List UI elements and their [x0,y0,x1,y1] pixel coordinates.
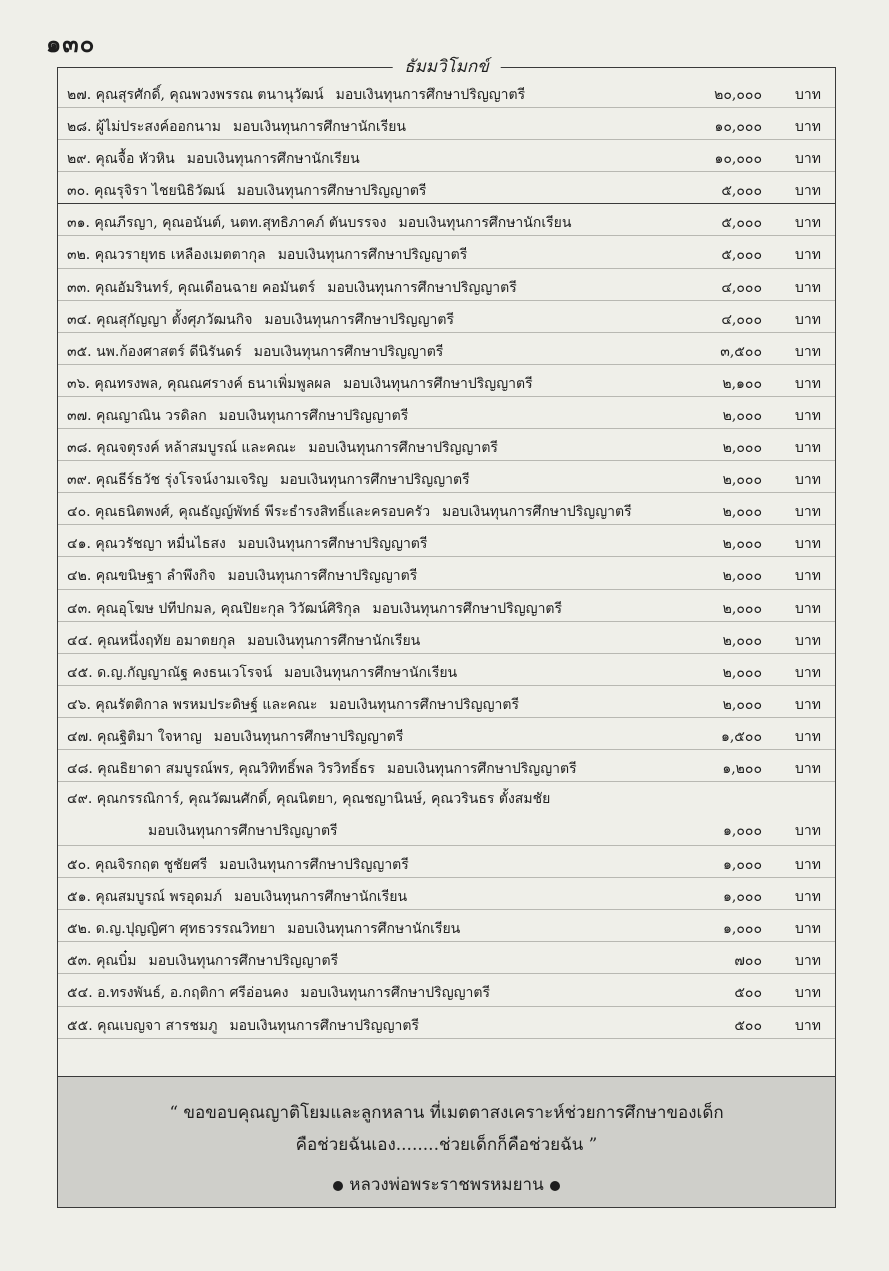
donation-purpose: มอบเงินทุนการศึกษาปริญญาตรี [372,600,563,617]
donation-amount: ๒,๐๐๐ [722,504,762,521]
donor-name-text: ๕๑. คุณสมบูรณ์ พรอุดมภ์ [67,889,223,906]
donor-name-text: ๓๑. คุณภีรญา, คุณอนันต์, นตท.สุทธิภาคภ์ ตันบรรจง [67,215,387,232]
donation-purpose: มอบเงินทุนการศึกษาปริญญาตรี [329,696,519,713]
donor-name [67,565,417,587]
currency-unit: บาท [795,568,821,585]
donation-purpose: มอบเงินทุนการศึกษานักเรียน [398,215,572,232]
donor-name [67,405,408,427]
donation-row [58,846,835,878]
donation-row [58,750,835,782]
donation-purpose: มอบเงินทุนการศึกษาปริญญาตรี [148,823,338,840]
donor-name [67,277,517,299]
donation-amount: ๑,๐๐๐ [723,857,762,874]
donor-name [67,630,420,652]
donation-row [58,365,835,397]
donation-amount: ๑,๕๐๐ [720,728,762,745]
donation-row [58,301,835,333]
currency-unit: บาท [795,279,821,296]
donor-name-text: ๔๒. คุณขนิษฐา ลำพึงกิจ [67,568,216,585]
currency-unit: บาท [795,375,821,392]
bullet-icon [550,1181,560,1191]
donation-purpose: มอบเงินทุนการศึกษาปริญญาตรี [236,183,427,200]
currency-unit: บาท [795,343,821,360]
donation-amount: ๕๐๐ [734,985,762,1002]
donor-name-text: ๔๖. คุณรัตติกาล พรหมประดิษฐ์ และคณะ [67,696,318,713]
donation-purpose: มอบเงินทุนการศึกษาปริญญาตรี [218,407,409,424]
quote-line-1: “ ขอขอบคุณญาติโยมและลูกหลาน ที่เมตตาสงเคราะห์ช่วยการศึกษาของเด็ก [169,1103,724,1123]
donor-name-text: ๔๘. คุณธิยาดา สมบูรณ์พร, คุณวิทิทธิ์พล วิรวิทธิ์ธร [67,760,376,777]
donation-row [58,686,835,718]
donation-row [58,461,835,493]
donation-amount: ๒,๑๐๐ [722,375,762,392]
donation-purpose: มอบเงินทุนการศึกษานักเรียน [186,151,360,168]
donation-amount: ๒๐,๐๐๐ [714,87,762,103]
currency-unit: บาท [795,119,821,136]
donor-name [67,886,407,908]
donor-name [67,309,454,331]
quote-line-2: คือช่วยฉันเอง........ช่วยเด็กก็คือช่วยฉัน ” [295,1135,598,1155]
donor-name [67,1015,419,1037]
currency-unit: บาท [795,472,821,489]
donation-purpose: มอบเงินทุนการศึกษาปริญญาตรี [253,343,444,360]
donor-name [67,950,338,972]
donation-purpose: มอบเงินทุนการศึกษาปริญญาตรี [277,247,468,264]
currency-unit: บาท [795,440,821,457]
donation-list-frame [57,57,836,1208]
donor-name [67,116,406,138]
currency-unit: บาท [795,215,821,232]
donor-name-text: ๓๒. คุณวรายุทธ เหลืองเมตตากุล [67,247,266,264]
currency-unit: บาท [795,728,821,745]
donor-name-text: ๓๙. คุณธีร์ธวัช รุ่งโรจน์งามเจริญ [67,472,269,489]
donation-amount: ๕,๐๐๐ [721,247,762,264]
currency-unit: บาท [795,857,821,874]
donation-purpose: มอบเงินทุนการศึกษาปริญญาตรี [264,311,454,328]
currency-unit: บาท [795,247,821,264]
donor-name [67,918,460,940]
donation-row [58,172,835,204]
donation-amount: ๓,๕๐๐ [720,343,762,360]
header-title: ธัมมวิโมกข์ [392,53,501,80]
currency-unit: บาท [795,889,821,906]
donor-name [67,854,409,876]
currency-unit: บาท [795,1017,821,1034]
quote-signature: หลวงพ่อพระราชพรหมยาน [349,1175,544,1195]
currency-unit: บาท [795,311,821,328]
donor-name-text: ๔๕. ด.ญ.กัญญาณัฐ คงธนเวโรจน์ [67,664,273,681]
donation-purpose: มอบเงินทุนการศึกษาปริญญาตรี [327,279,517,296]
donation-row [58,204,835,236]
donation-purpose: มอบเงินทุนการศึกษาปริญญาตรี [387,760,577,777]
donor-name-text: ๔๙. คุณกรรณิการ์, คุณวัฒนศักดิ์, คุณนิตยา, คุณชญานินษ์, คุณวรินธร ตั้งสมชัย [67,791,551,808]
donor-name-text: ๒๙. คุณจื้อ หัวหิน [67,151,175,168]
donation-row [58,76,835,108]
currency-unit: บาท [795,632,821,649]
donation-purpose: มอบเงินทุนการศึกษาปริญญาตรี [237,536,428,553]
donation-amount: ๒,๐๐๐ [722,536,762,553]
currency-unit: บาท [795,696,821,713]
donation-amount: ๔,๐๐๐ [721,279,762,296]
donor-name-text: ๒๘. ผู้ไม่ประสงค์ออกนาม [67,119,222,136]
donation-row [58,269,835,301]
donor-name-text: ๕๓. คุณบิ๋ม [67,953,137,970]
donation-purpose: มอบเงินทุนการศึกษานักเรียน [234,889,408,906]
donor-name [67,982,490,1004]
donation-purpose: มอบเงินทุนการศึกษาปริญญาตรี [148,953,339,970]
donation-amount: ๕๐๐ [734,1017,762,1034]
donor-name-text: ๔๓. คุณอุโฆษ ปทีปกมล, คุณปิยะกุล วิวัฒน์ศิริกุล [67,600,361,617]
donation-row [58,782,835,846]
donor-name [67,726,403,748]
donor-name [67,758,577,780]
donation-purpose: มอบเงินทุนการศึกษาปริญญาตรี [213,728,404,745]
donation-amount: ๕,๐๐๐ [721,183,762,200]
donor-name [67,212,571,234]
currency-unit: บาท [795,600,821,617]
donation-purpose: มอบเงินทุนการศึกษาปริญญาตรี [280,472,470,489]
donation-amount: ๑,๐๐๐ [723,823,762,840]
currency-unit: บาท [795,536,821,553]
donation-row [58,590,835,622]
donation-amount: ๑๐,๐๐๐ [714,151,762,168]
donation-amount: ๗๐๐ [734,953,762,970]
currency-unit: บาท [795,183,821,200]
donation-row [58,718,835,750]
donor-name-text: ๒๗. คุณสุรศักดิ์, คุณพวงพรรณ ตนานุวัฒน์ [67,87,324,103]
bullet-icon [333,1181,343,1191]
currency-unit: บาท [795,953,821,970]
donation-row [58,1007,835,1039]
donation-amount: ๒,๐๐๐ [722,600,762,617]
donation-row [58,878,835,910]
donation-amount: ๑,๐๐๐ [723,921,762,938]
currency-unit: บาท [795,921,821,938]
donation-purpose: มอบเงินทุนการศึกษาปริญญาตรี [442,504,632,521]
donor-name-text: ๓๖. คุณทรงพล, คุณณศรางค์ ธนาเพิ่มพูลผล [67,375,332,392]
donation-purpose: มอบเงินทุนการศึกษานักเรียน [247,632,421,649]
donor-name [67,501,632,523]
donation-row [58,108,835,140]
donation-purpose: มอบเงินทุนการศึกษาปริญญาตรี [335,87,526,103]
donor-name [67,469,470,491]
donation-row [58,429,835,461]
donor-name [67,533,427,555]
donation-row [58,622,835,654]
donor-name [67,662,457,684]
quote-box [58,1076,835,1207]
quote-signature-line [58,1171,835,1198]
donor-name-text: ๕๒. ด.ญ.ปุญญิศา ศุทธวรรณวิทยา [67,921,276,938]
donation-amount: ๑๐,๐๐๐ [714,119,762,136]
donor-name-text: ๔๗. คุณฐิติมา ใจหาญ [67,728,202,745]
donation-row [58,942,835,974]
donation-purpose: มอบเงินทุนการศึกษานักเรียน [284,664,458,681]
donation-row [58,525,835,557]
donor-name-text: ๕๔. อ.ทรงพันธ์, อ.กฤติกา ศรีอ่อนคง [67,985,289,1002]
donor-name-text: ๔๐. คุณธนิตพงศ์, คุณธัญญ์พัทธ์ พีระธำรงสิทธิ์และครอบครัว [67,504,431,521]
currency-unit: บาท [795,151,821,168]
donation-purpose: มอบเงินทุนการศึกษาปริญญาตรี [219,857,409,874]
donor-name [67,598,562,620]
currency-unit: บาท [795,504,821,521]
donation-purpose: มอบเงินทุนการศึกษานักเรียน [287,921,461,938]
donation-row [58,140,835,172]
donor-name-text: ๓๕. นพ.ก้องศาสตร์ ดีนิรันดร์ [67,343,242,360]
donation-row [58,910,835,942]
currency-unit: บาท [795,407,821,424]
donation-row [58,557,835,589]
donation-purpose: มอบเงินทุนการศึกษาปริญญาตรี [227,568,418,585]
donor-name-text: ๓๓. คุณอัมรินทร์, คุณเดือนฉาย คอมันตร์ [67,279,316,296]
donation-row [58,397,835,429]
donor-name [67,437,498,459]
donor-name [67,788,550,810]
donation-purpose: มอบเงินทุนการศึกษาปริญญาตรี [308,440,498,457]
donation-row [58,974,835,1006]
donor-name [67,244,467,266]
currency-unit: บาท [795,985,821,1002]
page-number: ๑๓๐ [46,29,96,58]
donor-name-text: ๓๔. คุณสุกัญญา ตั้งศุภวัฒนกิจ [67,311,253,328]
currency-unit: บาท [795,823,821,840]
donation-amount: ๒,๐๐๐ [722,472,762,489]
donation-amount: ๔,๐๐๐ [721,311,762,328]
currency-unit: บาท [795,760,821,777]
donor-name-text: ๓๘. คุณจตุรงค์ หล้าสมบูรณ์ และคณะ [67,440,297,457]
donation-amount: ๒,๐๐๐ [722,440,762,457]
donor-name [67,373,533,395]
donor-name [67,341,443,363]
donor-name-text: ๔๑. คุณวรัชญา หมื่นไธสง [67,536,226,553]
donor-name [67,694,519,716]
donation-purpose: มอบเงินทุนการศึกษาปริญญาตรี [343,375,533,392]
donor-name-text: ๓๗. คุณญาณิน วรดิลก [67,407,207,424]
donation-row [58,493,835,525]
donation-amount: ๒,๐๐๐ [722,696,762,713]
donor-name [67,180,426,202]
donor-name [67,148,360,170]
donation-amount: ๒,๐๐๐ [722,407,762,424]
donation-amount: ๑,๐๐๐ [723,889,762,906]
donation-amount: ๒,๐๐๐ [722,568,762,585]
donation-amount: ๒,๐๐๐ [722,632,762,649]
currency-unit: บาท [795,664,821,681]
donation-amount: ๒,๐๐๐ [722,664,762,681]
donation-row [58,236,835,268]
donor-name-text: ๕๕. คุณเบญจา สารชมภู [67,1017,218,1034]
donation-row [58,654,835,686]
donation-row [58,333,835,365]
donation-amount: ๑,๒๐๐ [722,760,762,777]
donor-name-text: ๓๐. คุณรุจิรา ไชยนิธิวัฒน์ [67,183,225,200]
donor-name-text: ๔๔. คุณหนึ่งฤทัย อมาตยกุล [67,632,236,649]
donor-name [67,84,525,106]
donation-amount: ๕,๐๐๐ [721,215,762,232]
donation-purpose: มอบเงินทุนการศึกษาปริญญาตรี [229,1017,420,1034]
donation-purpose: มอบเงินทุนการศึกษานักเรียน [233,119,406,136]
donation-purpose: มอบเงินทุนการศึกษาปริญญาตรี [300,985,491,1002]
donation-entries [58,76,835,1039]
currency-unit: บาท [795,87,821,103]
donor-name-text: ๕๐. คุณจิรกฤต ชูชัยศรี [67,857,208,874]
